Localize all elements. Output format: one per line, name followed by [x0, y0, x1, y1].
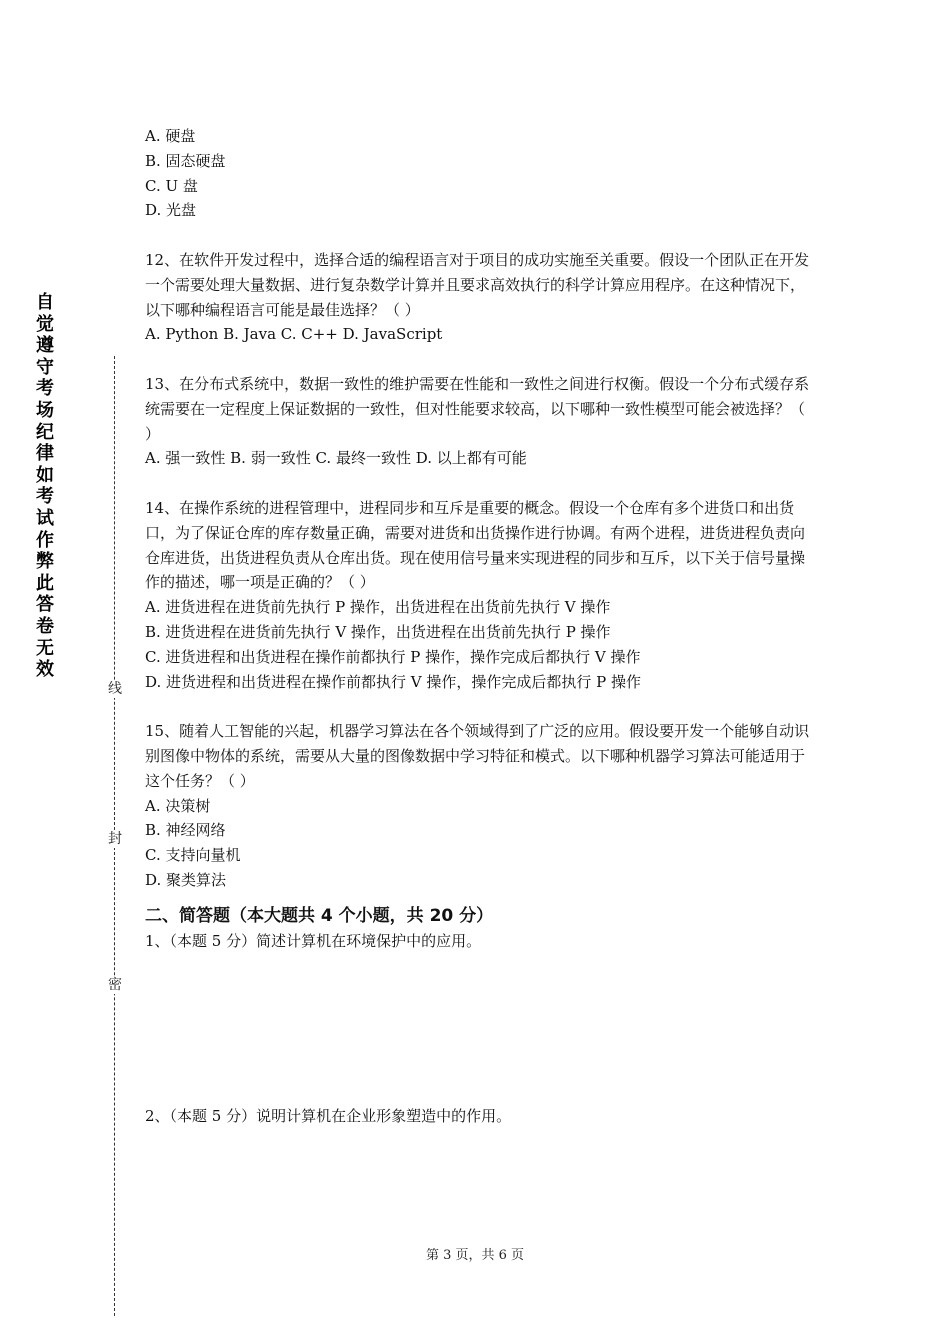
page-number: 第 3 页，共 6 页 [425, 1248, 525, 1263]
notice-char: 卷 [36, 615, 54, 637]
notice-char: 效 [36, 659, 54, 681]
question-15 [145, 719, 815, 893]
binding-mark-seal: 封 [108, 831, 122, 847]
question-text: 12、在软件开发过程中，选择合适的编程语言对于项目的成功实施至关重要。假设一个团队正在开发一个需要处理大量数据、进行复杂数学计算并且要求高效执行的科学计算应用程序。在这种情况下，以下哪种编程语言可能是最佳选择？（ ） [145, 250, 810, 319]
notice-char: 作 [36, 529, 54, 551]
short-answer-question-2: 2、（本题 5 分）说明计算机在企业形象塑造中的作用。 [145, 1106, 512, 1125]
binding-mark-line: 线 [108, 681, 122, 697]
notice-char: 考 [36, 378, 54, 400]
option: A. 进货进程在进货前先执行 P 操作，出货进程在出货前先执行 V 操作 [145, 598, 611, 617]
binding-mark-secret: 密 [108, 977, 122, 993]
option: C. U 盘 [145, 176, 198, 195]
option: D. 聚类算法 [145, 870, 227, 889]
option: B. 神经网络 [145, 821, 226, 840]
option: A. 硬盘 [145, 127, 196, 145]
notice-char: 如 [36, 464, 54, 486]
notice-char: 考 [36, 486, 54, 508]
question-12 [145, 248, 815, 347]
notice-char: 试 [36, 507, 54, 529]
notice-char: 律 [36, 443, 54, 465]
notice-char: 场 [36, 399, 54, 421]
option: C. 支持向量机 [145, 846, 241, 865]
question-text: 13、在分布式系统中，数据一致性的维护需要在性能和一致性之间进行权衡。假设一个分布式缓存系统需要在一定程度上保证数据的一致性，但对性能要求较高，以下哪种一致性模型可能会被选择？（ ） [145, 374, 810, 443]
question-text: 15、随着人工智能的兴起，机器学习算法在各个领域得到了广泛的应用。假设要开发一个能够自动识别图像中物体的系统，需要从大量的图像数据中学习特征和模式。以下哪种机器学习算法可能适用于这个任务？（ ） [145, 722, 810, 790]
section-title: 二、简答题（本大题共 4 个小题，共 20 分） [145, 905, 494, 926]
option: D. 光盘 [145, 201, 197, 220]
question-13 [145, 372, 815, 471]
question-options: A. 强一致性 B. 弱一致性 C. 最终一致性 D. 以上都有可能 [145, 449, 527, 468]
question-text: 14、在操作系统的进程管理中，进程同步和互斥是重要的概念。假设一个仓库有多个进货口和出货口，为了保证仓库的库存数量正确，需要对进货和出货操作进行协调。有两个进程，进货进程负责向仓库进货，出货进程负责从仓库出货。现在使用信号量来实现进程的同步和互斥，以下关于信号量操作的描述，哪一项是正确的？（ ） [145, 498, 806, 592]
notice-char: 弊 [36, 551, 54, 573]
answer-space[interactable] [145, 954, 815, 1104]
option: A. 决策树 [145, 796, 211, 815]
option: B. 进货进程在进货前先执行 V 操作，出货进程在出货前先执行 P 操作 [145, 622, 611, 641]
notice-char: 此 [36, 572, 54, 594]
short-answer-question-1: 1、（本题 5 分）简述计算机在环境保护中的应用。 [145, 931, 482, 950]
notice-char: 遵 [36, 335, 54, 357]
exam-content [145, 124, 815, 1128]
q11-options [145, 124, 815, 223]
notice-char: 守 [36, 356, 54, 378]
notice-char: 觉 [36, 313, 54, 335]
exam-integrity-notice [33, 292, 57, 681]
notice-char: 答 [36, 594, 54, 616]
option: D. 进货进程和出货进程在操作前都执行 V 操作，操作完成后都执行 P 操作 [145, 672, 642, 691]
question-options: A. Python B. Java C. C++ D. JavaScript [145, 325, 443, 344]
notice-char: 无 [36, 637, 54, 659]
notice-char: 纪 [36, 421, 54, 443]
notice-char: 自 [36, 292, 54, 313]
option: C. 进货进程和出货进程在操作前都执行 P 操作，操作完成后都执行 V 操作 [145, 647, 641, 666]
question-14 [145, 496, 815, 694]
option: B. 固态硬盘 [145, 151, 226, 170]
